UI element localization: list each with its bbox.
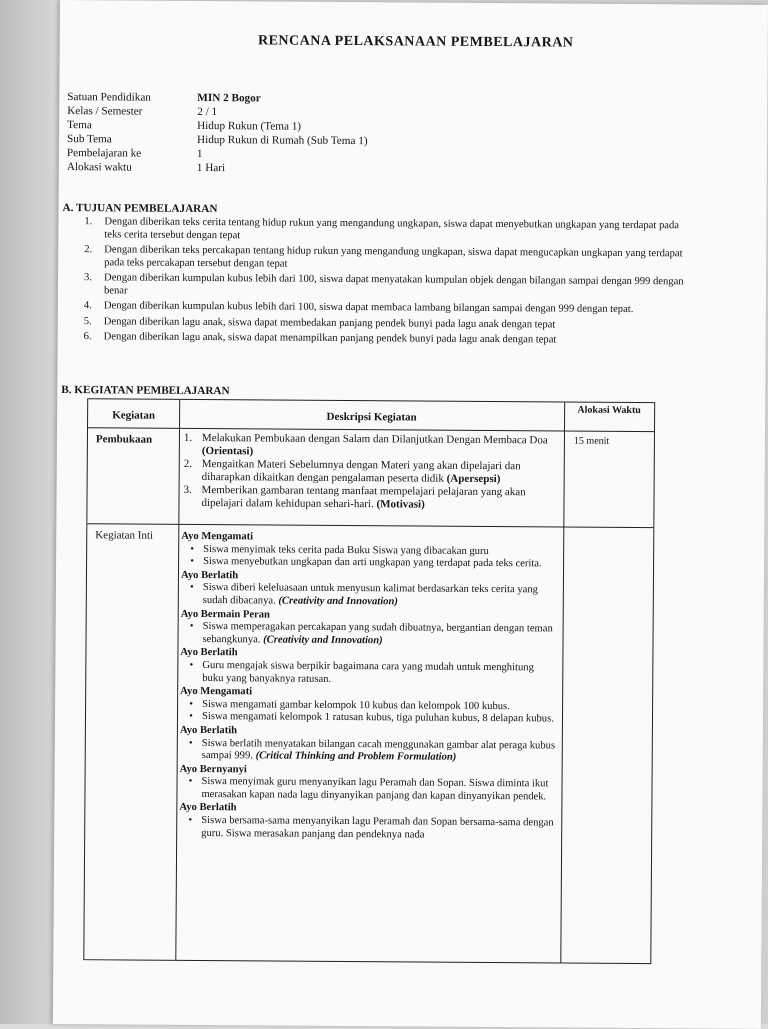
page-title: RENCANA PELAKSANAAN PEMBELAJARAN [257,33,574,51]
group-title: Ayo Bernyanyi [179,763,247,776]
table-divider [88,427,654,432]
identity-value: Hidup Rukun di Rumah (Sub Tema 1) [196,133,368,148]
group-title: Ayo Mengamati [181,530,254,543]
item-text: Siswa menyimak guru menyanyikan lagu Peramah dan Sopan. Siswa diminta ikut merasakan kapan nada lagu dinyanyikan panjang dan kapan dinyanyikan pendek. [201,776,549,803]
identity-row [67,160,368,176]
identity-value: 2 / 1 [197,105,218,119]
item-body: Melakukan Pembukaan dengan Salam dan Dilanjutkan Dengan Membaca Doa [201,432,548,447]
bullet-icon: • [189,698,193,710]
item-text [202,738,556,766]
list-item [84,331,684,348]
item-text: Siswa menyebutkan ungkapan dan arti ungkapan yang terdapat pada teks cerita. [203,556,542,570]
item-number: 4. [83,300,92,312]
list-item [179,815,555,843]
identity-value: Hidup Rukun (Tema 1) [197,119,302,133]
list-item [180,660,556,688]
identity-table [67,90,368,176]
section-b-heading: B. KEGIATAN PEMBELAJARAN [61,384,230,398]
item-body: Mengaitkan Materi Sebelumnya dengan Materi yang akan dipelajari dan diharapkan dikaitkan dengan pengalaman peserta didik [201,458,521,485]
item-number: 2. [183,457,193,470]
item-number: 3. [84,272,93,284]
item-text: Siswa bersama-sama menyanyikan lagu Peramah dan Sopan bersama-sama dengan guru. Siswa merasakan panjang dan pendeknya nada [201,815,554,841]
item-text [203,582,557,610]
table-divider [87,523,653,528]
item-text [202,432,558,460]
bullet-icon: • [189,711,193,723]
item-text: Siswa menyimak teks cerita pada Buku Siswa yang dibacakan guru [203,543,489,557]
section-a-heading: A. TUJUAN PEMBELAJARAN [62,202,218,216]
item-text: Siswa mengamati gambar kelompok 10 kubus dan kelompok 100 kubus. [202,698,510,712]
bullet-icon: • [188,776,193,788]
identity-value: 1 Hari [196,161,226,175]
list-item [84,216,684,245]
item-tag: (Creativity and Innovation) [278,595,398,608]
identity-label: Tema [67,119,92,132]
list-item [84,272,684,301]
item-body: Siswa memperagakan percakapan yang sudah dibuatnya, bergantian dengan teman sebangkunya. [202,621,553,646]
bullet-icon: • [190,556,194,568]
item-tag: (Creativity and Innovation) [263,634,383,647]
item-text: Dengan diberikan teks cerita tentang hidup rukun yang mengandung ungkapan, siswa dapat menyebutkan ungkapan yang terdapat pada teks cerita tersebut dengan tepat [104,216,680,241]
group-title: Ayo Berlatih [180,647,238,659]
list-item [180,737,556,765]
item-number: 1. [84,216,93,228]
item-text [202,458,558,486]
item-text [201,484,557,512]
inti-content [179,530,557,843]
item-tag: (Critical Thinking and Problem Formulation) [255,750,457,763]
list-item [179,776,555,804]
goals-list [84,216,685,351]
list-item [184,458,558,487]
bullet-icon: • [189,659,194,671]
list-item [181,556,557,571]
group-title: Ayo Mengamati [180,685,253,698]
col-header-alokasi: Alokasi Waktu [577,404,641,417]
bullet-icon: • [190,582,194,594]
document-page [53,0,768,1029]
item-text: Dengan diberikan kumpulan kubus lebih dari 100, siswa dapat menyatakan kumpulan objek dengan bilangan sampai dengan 999 dengan benar [103,272,684,296]
list-item [84,300,684,317]
bullet-icon: • [190,543,195,555]
col-header-deskripsi: Deskripsi Kegiatan [326,410,417,424]
bullet-icon: • [188,814,193,827]
list-item [184,432,558,461]
list-item [84,316,684,333]
identity-value: MIN 2 Bogor [197,91,261,105]
identity-value: 1 [196,147,203,160]
col-header-kegiatan: Kegiatan [112,409,156,422]
activity-table [83,398,655,964]
group-title: Ayo Berlatih [179,724,238,737]
identity-label: Alokasi waktu [66,161,132,174]
identity-label: Pembelajaran ke [66,147,142,160]
item-tag: (Apersepsi) [446,472,501,486]
group-title: Ayo Berlatih [179,802,237,814]
list-item [84,244,684,273]
item-text: Dengan diberikan teks percakapan tentang hidup rukun yang mengandung ungkapan, siswa dapat mengucapkan ungkapan yang terdapat pada teks percakapan tersebut dengan tepat [104,244,683,270]
item-text [202,621,556,649]
bullet-icon: • [189,621,194,633]
item-body: Siswa diberi keleluasaan untuk menyusun kalimat berdasarkan teks cerita yang sudah dibacanya. [202,582,539,607]
identity-label: Satuan Pendidikan [67,91,151,104]
item-tag: (Motivasi) [376,498,425,511]
bullet-icon: • [188,737,193,749]
item-body: Siswa berlatih menyatakan bilangan cacah menggunakan gambar alat peraga kubus sampai 999. [201,737,556,762]
list-item [180,711,556,726]
list-item [180,621,556,649]
identity-label: Sub Tema [66,133,112,146]
item-number: 5. [83,315,92,327]
item-body: Memberikan gambaran tentang manfaat mempelajari pelajaran yang akan dipelajari dalam kehidupan sehari-hari. [201,484,526,511]
identity-label: Kelas / Semester [67,105,143,118]
pembukaan-list [183,432,558,513]
item-number: 1. [183,431,193,444]
item-number: 6. [83,331,92,343]
item-number: 2. [84,244,93,256]
time-pembukaan: 15 menit [573,435,610,447]
item-text: Siswa mengamati kelompok 1 ratusan kubus, tiga puluhan kubus, 8 delapan kubus. [201,711,554,725]
item-text: Dengan diberikan lagu anak, siswa dapat membedakan panjang pendek bunyi pada lagu anak dengan tepat [103,315,556,330]
row-label-pembukaan: Pembukaan [95,433,153,446]
item-tag: (Orientasi) [201,445,254,458]
group-title: Ayo Berlatih [180,569,239,582]
list-item [183,484,557,513]
group-title: Ayo Bermain Peran [180,608,271,621]
table-divider [560,403,565,963]
item-text: Dengan diberikan kumpulan kubus lebih dari 100, siswa dapat membaca lambang bilangan sampai dengan 999 dengan tepat. [103,300,634,316]
list-item [181,582,557,610]
item-number: 3. [183,483,192,496]
item-text: Dengan diberikan lagu anak, siswa dapat menampilkan panjang pendek bunyi pada lagu anak dengan tepat [103,331,557,346]
row-label-inti: Kegiatan Inti [95,529,154,542]
item-text: Guru mengajak siswa berpikir bagaimana cara yang mudah untuk menghitung buku yang banyaknya ratusan. [202,659,534,685]
